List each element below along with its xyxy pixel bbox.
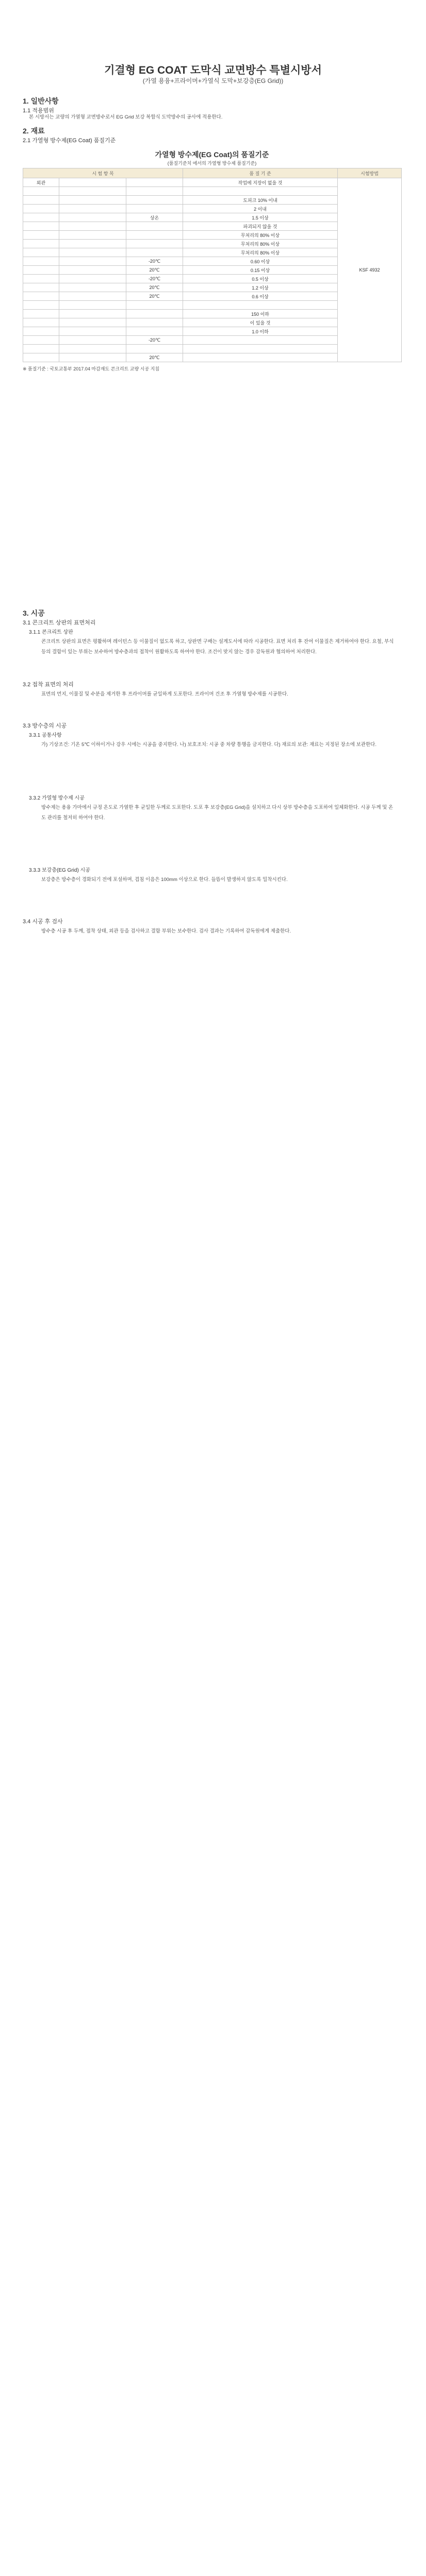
- spec-table-cell: 0.5 이상: [183, 275, 338, 283]
- spec-table-cell: [23, 266, 59, 275]
- spec-table-cell: [59, 231, 126, 240]
- document-title: 기결형 EG COAT 도막식 교면방수 특별시방서: [104, 64, 322, 76]
- spec-table-cell: [23, 248, 59, 257]
- spec-table-cell: [23, 336, 59, 345]
- common-text: 가) 기상조건: 기온 5℃ 이하이거나 강우 시에는 시공을 중지한다. 나) 보호조치: 시공 중 차량 통행을 금지한다. 다) 재료의 보관: 재료는 지정된 장소에 보관한다.: [41, 742, 376, 748]
- spec-table-cell: 무처리의 80% 이상: [183, 231, 338, 240]
- spec-table-cell: [183, 353, 338, 362]
- heated-text: 방수제는 용융 가마에서 규정 온도로 가열한 후 균일한 두께로 도포한다. 도포 후 보강층(EG Grid)을 설치하고 다시 상부 방수층을 도포하여 일체화한다. 시공 두께 및 온도 관리를 철저히 하여야 한다.: [41, 805, 394, 821]
- spec-table-cell: [126, 310, 183, 318]
- spec-table-cell: 20℃: [126, 292, 183, 301]
- spec-table-cell: [23, 318, 59, 327]
- spec-table-cell: 0.6 이상: [183, 292, 338, 301]
- spec-table-note: ※ 품질기준 : 국토교통부 2017.04 마감재도 콘크리트 교량 시공 지침: [23, 366, 160, 371]
- spec-table-cell: [59, 222, 126, 231]
- spec-table-cell: [59, 336, 126, 345]
- spec-table-cell: [126, 231, 183, 240]
- spec-table-cell: [59, 248, 126, 257]
- spec-table-cell: [126, 205, 183, 213]
- section-heading-general: 1. 일반사항: [23, 97, 59, 105]
- scope-text: 본 시방서는 교량의 가열형 교면방수로서 EG Grid 보강 복합식 도막방수의 공사에 적용한다.: [29, 114, 223, 120]
- spec-table-cell: 0.15 이상: [183, 266, 338, 275]
- spec-table-block: [23, 149, 401, 372]
- spec-table-cell: [23, 222, 59, 231]
- spec-table-cell: [23, 187, 59, 196]
- spec-table-cell: [59, 205, 126, 213]
- bonding-text: 표면의 먼지, 이물질 및 수분을 제거한 후 프라이머를 균일하게 도포한다. 프라이머 건조 후 가열형 방수제를 시공한다.: [41, 691, 288, 697]
- spec-table-cell: [59, 301, 126, 310]
- spec-table-cell: [126, 178, 183, 187]
- spec-table-cell: 0.60 이상: [183, 257, 338, 266]
- spec-table-cell: [183, 301, 338, 310]
- spec-table-cell: [59, 257, 126, 266]
- spec-table-cell: [59, 318, 126, 327]
- subsubsection-heading-grid: 3.3.3 보강층(EG Grid) 시공: [29, 868, 90, 873]
- spec-table-cell: [126, 187, 183, 196]
- spec-table-cell: 이 있을 것: [183, 318, 338, 327]
- spec-table-cell: [126, 248, 183, 257]
- spec-table-cell: [59, 240, 126, 248]
- spec-table-cell: [23, 310, 59, 318]
- spec-table-cell: [126, 301, 183, 310]
- inspection-text: 방수층 시공 후 두께, 접착 상태, 외관 등을 검사하고 결함 부위는 보수한다. 검사 결과는 기록하여 감독원에게 제출한다.: [41, 928, 291, 934]
- spec-table-cell: -20℃: [126, 257, 183, 266]
- spec-table-cell: [23, 283, 59, 292]
- spec-table-cell: 20℃: [126, 266, 183, 275]
- spec-table-cell: [126, 222, 183, 231]
- subsection-heading-scope: 1.1 적용범위: [23, 108, 54, 114]
- spec-table-cell: [23, 301, 59, 310]
- header-method: 시험방법: [338, 168, 402, 178]
- subsubsection-heading-deck: 3.1.1 콘크리트 상판: [29, 630, 73, 635]
- spec-table-cell: [183, 345, 338, 353]
- spec-table-cell: 무처리의 80% 이상: [183, 240, 338, 248]
- spec-table-cell: 1.5 이상: [183, 213, 338, 222]
- spec-table-cell: [126, 327, 183, 336]
- spec-table-cell: 무처리의 80% 이상: [183, 248, 338, 257]
- spec-table-cell: [59, 266, 126, 275]
- spec-table-cell: -20℃: [126, 336, 183, 345]
- spec-table-cell: [23, 257, 59, 266]
- spec-table-cell: [183, 336, 338, 345]
- spec-table-title: 가열형 방수제(EG Coat)의 품질기준: [155, 150, 269, 159]
- spec-table-cell: [23, 196, 59, 205]
- spec-table-cell: [23, 240, 59, 248]
- subsection-heading-bonding: 3.2 접착 표면의 처리: [23, 682, 74, 688]
- spec-table-cell: [59, 187, 126, 196]
- spec-table-cell: 20℃: [126, 353, 183, 362]
- spec-table-cell: [59, 353, 126, 362]
- spec-table-cell: [183, 187, 338, 196]
- spec-table-cell: [23, 353, 59, 362]
- spec-table-cell: 150 이하: [183, 310, 338, 318]
- subsection-heading-surface: 3.1 콘크리트 상판의 표면처리: [23, 620, 96, 626]
- spec-table-cell: 2 이내: [183, 205, 338, 213]
- spec-table-cell: [23, 327, 59, 336]
- spec-table-cell: [59, 283, 126, 292]
- subsubsection-heading-heated: 3.3.2 가열형 방수제 시공: [29, 795, 85, 801]
- spec-table-body: [23, 178, 402, 362]
- spec-table-cell: 외관: [23, 178, 59, 187]
- spec-table-cell: [23, 213, 59, 222]
- spec-table-cell: 파괴되지 않을 것: [183, 222, 338, 231]
- document-subtitle: (가열 용융+프라이머+가열식 도막+보강층(EG Grid)): [142, 77, 284, 84]
- spec-table-cell: [126, 318, 183, 327]
- spec-table-cell: 20℃: [126, 283, 183, 292]
- spec-table-cell: [126, 196, 183, 205]
- spec-table-cell: [59, 327, 126, 336]
- spec-table-cell: [23, 275, 59, 283]
- spec-table-row: [23, 178, 402, 187]
- spec-table-cell: [23, 205, 59, 213]
- spec-table-cell: [59, 178, 126, 187]
- spec-table-cell: [59, 196, 126, 205]
- spec-table-cell: [23, 231, 59, 240]
- deck-text: 콘크리트 상판의 표면은 평활하며 레이턴스 등 이물질이 없도록 하고, 상판면 구배는 설계도서에 따라 시공한다. 표면 처리 후 잔여 이물질은 제거하여야 한다. 요철, 부식 등의 결함이 있는 부위는 보수하여 방수층과의 접착이 원활하도록 하여야 한다. 조건이 맞지 않는 경우 감독원과 협의하여 처리한다.: [41, 639, 394, 655]
- spec-table-cell: [126, 240, 183, 248]
- spec-table-header-row: [23, 168, 402, 178]
- spec-table-cell: 도피크 10% 이내: [183, 196, 338, 205]
- subsubsection-heading-common: 3.3.1 공통사항: [29, 733, 62, 738]
- spec-table-cell: [59, 310, 126, 318]
- spec-table-cell: [59, 213, 126, 222]
- spec-table-cell: 1.2 이상: [183, 283, 338, 292]
- subsection-heading-quality: 2.1 가열형 방수제(EG Coat) 품질기준: [23, 138, 116, 144]
- spec-table-cell: [23, 292, 59, 301]
- spec-table-cell: -20℃: [126, 275, 183, 283]
- subsection-heading-inspection: 3.4 시공 후 검사: [23, 919, 63, 925]
- spec-table-cell: [59, 345, 126, 353]
- spec-table-cell: 1.0 이하: [183, 327, 338, 336]
- header-test-item: 시 험 항 목: [23, 168, 183, 178]
- spec-table-cell: 상온: [126, 213, 183, 222]
- section-heading-construction: 3. 시공: [23, 609, 45, 617]
- header-standard: 품 질 기 준: [183, 168, 338, 178]
- section-heading-materials: 2. 재료: [23, 127, 45, 135]
- spec-table-cell: KSF 4932: [338, 178, 402, 362]
- spec-table-subtitle: (품질기준치 에서의 가열형 방수제 품질기준): [167, 161, 257, 166]
- spec-table-cell: [126, 345, 183, 353]
- spec-table-cell: [23, 345, 59, 353]
- spec-table-cell: 작업에 지장이 없을 것: [183, 178, 338, 187]
- spec-table-cell: [59, 275, 126, 283]
- subsection-heading-waterproofing: 3.3 방수층의 시공: [23, 723, 67, 729]
- spec-table: [23, 168, 402, 362]
- grid-text: 보강층은 방수층이 경화되기 전에 포설하며, 겹침 이음은 100mm 이상으로 한다. 들뜸이 발생하지 않도록 밀착시킨다.: [41, 877, 288, 883]
- spec-table-cell: [59, 292, 126, 301]
